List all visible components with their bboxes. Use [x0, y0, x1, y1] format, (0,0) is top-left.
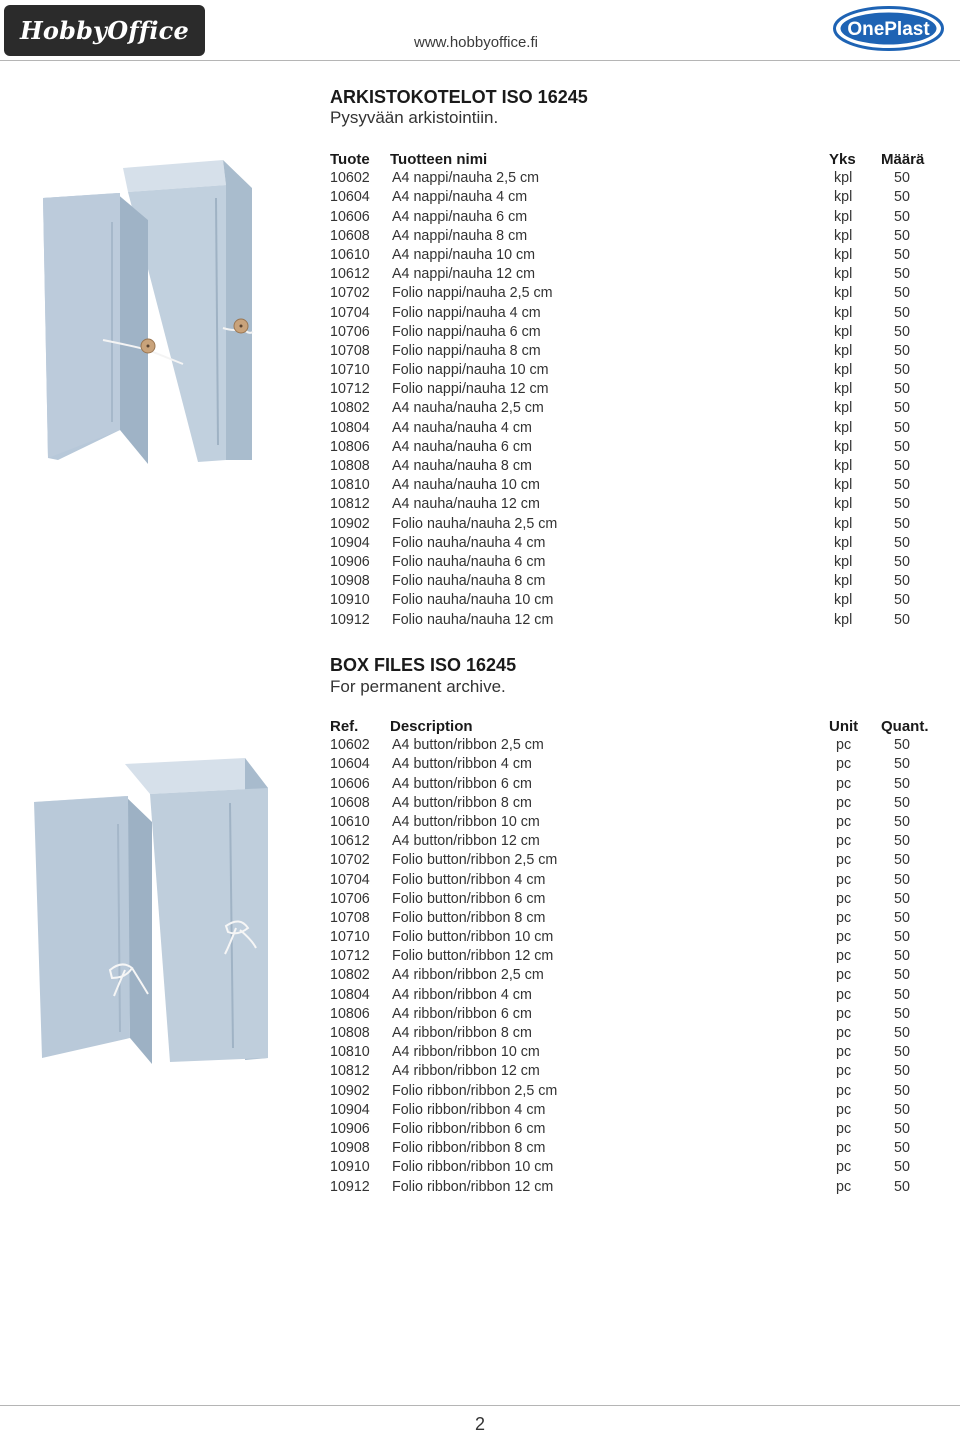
box-files-photo-bottom [30, 758, 276, 1064]
product-quantity: 50 [894, 285, 910, 302]
table-row [330, 476, 930, 495]
table-row [330, 832, 930, 851]
product-unit: pc [836, 1159, 852, 1176]
product-quantity: 50 [894, 794, 910, 811]
product-code: 10908 [330, 573, 370, 590]
product-quantity: 50 [894, 611, 910, 628]
product-name: A4 ribbon/ribbon 8 cm [392, 1025, 532, 1041]
product-unit: kpl [834, 573, 853, 590]
table-row [330, 966, 930, 985]
product-unit: kpl [834, 534, 853, 551]
product-name: A4 nauha/nauha 4 cm [392, 419, 532, 436]
product-quantity: 50 [894, 756, 910, 773]
product-name: A4 nappi/nauha 8 cm [392, 227, 528, 244]
product-code: 10702 [330, 852, 370, 869]
product-quantity: 50 [894, 986, 910, 1003]
section-subtitle-en: For permanent archive. [330, 677, 506, 696]
column-header-quantity: Quant. [881, 718, 929, 735]
product-quantity: 50 [894, 929, 910, 946]
product-code: 10904 [330, 534, 370, 551]
product-quantity: 50 [894, 362, 910, 379]
table-row [330, 265, 930, 284]
product-name: A4 ribbon/ribbon 6 cm [392, 1005, 532, 1022]
product-name: Folio ribbon/ribbon 2,5 cm [392, 1082, 558, 1099]
table-row [330, 227, 930, 246]
product-code: 10602 [330, 170, 370, 187]
table-row [330, 1005, 930, 1024]
table-row [330, 534, 930, 553]
section-title-en: BOX FILES ISO 16245 [330, 655, 517, 675]
header-divider [0, 60, 960, 61]
product-quantity: 50 [894, 477, 910, 494]
table-row [330, 323, 930, 342]
product-name: A4 nappi/nauha 6 cm [392, 208, 528, 225]
column-header-code: Tuote [330, 151, 370, 168]
product-name: Folio nappi/nauha 4 cm [392, 304, 541, 321]
product-code: 10602 [330, 737, 370, 754]
section-subtitle-fi: Pysyvään arkistointiin. [330, 108, 499, 127]
product-quantity: 50 [894, 553, 910, 570]
product-name: A4 nauha/nauha 10 cm [392, 477, 540, 494]
product-quantity: 50 [894, 323, 910, 340]
product-code: 10806 [330, 438, 370, 455]
product-quantity: 50 [894, 496, 910, 513]
product-code: 10808 [330, 1025, 370, 1041]
product-name: Folio nappi/nauha 8 cm [392, 342, 541, 359]
product-name: A4 ribbon/ribbon 2,5 cm [392, 967, 544, 984]
product-name: A4 nauha/nauha 2,5 cm [392, 400, 544, 417]
product-quantity: 50 [894, 948, 910, 965]
product-code: 10902 [330, 1082, 370, 1099]
product-quantity: 50 [894, 833, 910, 850]
table-row [330, 794, 930, 813]
product-quantity: 50 [894, 775, 910, 792]
product-name: A4 nappi/nauha 4 cm [392, 189, 528, 206]
product-unit: kpl [834, 266, 853, 283]
product-quantity: 50 [894, 909, 910, 926]
table-row [330, 304, 930, 323]
product-unit: pc [836, 852, 852, 869]
product-code: 10908 [330, 1140, 370, 1157]
product-quantity: 50 [894, 852, 910, 869]
table-row [330, 188, 930, 207]
product-unit: kpl [834, 515, 853, 532]
table-row [330, 495, 930, 514]
product-unit: pc [836, 1025, 852, 1041]
table-row [330, 457, 930, 476]
product-quantity: 50 [894, 438, 910, 455]
table-row [330, 1024, 930, 1043]
product-name: A4 nappi/nauha 12 cm [392, 266, 536, 283]
product-unit: pc [836, 813, 852, 830]
product-unit: kpl [834, 438, 853, 455]
product-quantity: 50 [894, 573, 910, 590]
product-name: Folio ribbon/ribbon 12 cm [392, 1178, 554, 1195]
product-quantity: 50 [894, 246, 910, 263]
product-unit: kpl [834, 189, 853, 206]
product-quantity: 50 [894, 1025, 910, 1041]
product-quantity: 50 [894, 1005, 910, 1022]
product-quantity: 50 [894, 342, 910, 359]
product-unit: pc [836, 833, 852, 850]
product-name: A4 button/ribbon 6 cm [392, 775, 532, 792]
product-code: 10904 [330, 1101, 370, 1118]
product-unit: pc [836, 929, 852, 946]
product-code: 10910 [330, 592, 370, 609]
section-title-fi: ARKISTOKOTELOT ISO 16245 [330, 87, 588, 107]
product-name: Folio nappi/nauha 6 cm [392, 323, 541, 340]
product-name: Folio nauha/nauha 10 cm [392, 592, 554, 609]
table-row [330, 438, 930, 457]
column-header-unit: Yks [829, 151, 856, 168]
product-unit: pc [836, 909, 852, 926]
product-name: A4 button/ribbon 4 cm [392, 756, 532, 773]
product-unit: kpl [834, 285, 853, 302]
product-code: 10812 [330, 1063, 370, 1080]
table-row [330, 890, 930, 909]
product-name: Folio nauha/nauha 4 cm [392, 534, 546, 551]
product-unit: kpl [834, 323, 853, 340]
product-unit: kpl [834, 342, 853, 359]
product-code: 10710 [330, 362, 370, 379]
product-name: Folio ribbon/ribbon 8 cm [392, 1140, 546, 1157]
table-row [330, 928, 930, 947]
product-unit: kpl [834, 553, 853, 570]
product-code: 10802 [330, 967, 370, 984]
product-unit: pc [836, 756, 852, 773]
product-quantity: 50 [894, 304, 910, 321]
product-unit: kpl [834, 611, 853, 628]
product-code: 10906 [330, 553, 370, 570]
product-name: A4 nauha/nauha 8 cm [392, 458, 532, 474]
product-unit: kpl [834, 592, 853, 609]
site-url[interactable]: www.hobbyoffice.fi [414, 34, 538, 51]
product-name: A4 button/ribbon 2,5 cm [392, 737, 544, 754]
product-code: 10910 [330, 1159, 370, 1176]
product-unit: pc [836, 1063, 852, 1080]
product-name: A4 ribbon/ribbon 4 cm [392, 986, 532, 1003]
column-header-description: Description [390, 718, 473, 735]
product-name: Folio button/ribbon 12 cm [392, 948, 554, 965]
product-code: 10608 [330, 794, 370, 811]
product-name: A4 button/ribbon 10 cm [392, 813, 540, 830]
table-row [330, 775, 930, 794]
product-quantity: 50 [894, 515, 910, 532]
product-unit: pc [836, 1082, 852, 1099]
product-code: 10612 [330, 266, 370, 283]
product-code: 10706 [330, 323, 370, 340]
table-row [330, 169, 930, 188]
product-code: 10906 [330, 1120, 370, 1137]
product-unit: pc [836, 1101, 852, 1118]
product-name: A4 nauha/nauha 12 cm [392, 496, 540, 513]
table-row [330, 871, 930, 890]
product-name: Folio nauha/nauha 12 cm [392, 611, 554, 628]
table-row [330, 1062, 930, 1081]
table-row [330, 909, 930, 928]
table-row [330, 947, 930, 966]
product-unit: kpl [834, 227, 853, 244]
product-unit: pc [836, 1044, 852, 1061]
table-row [330, 1178, 930, 1197]
product-unit: pc [836, 1005, 852, 1022]
table-row [330, 611, 930, 630]
product-unit: kpl [834, 458, 853, 474]
column-header-name: Tuotteen nimi [390, 151, 488, 168]
product-unit: pc [836, 1178, 852, 1195]
product-name: Folio button/ribbon 4 cm [392, 871, 546, 888]
product-name: A4 nauha/nauha 6 cm [392, 438, 532, 455]
table-row [330, 208, 930, 227]
footer-divider [0, 1405, 960, 1406]
product-code: 10704 [330, 871, 370, 888]
column-header-ref: Ref. [330, 718, 359, 735]
product-code: 10606 [330, 775, 370, 792]
product-unit: kpl [834, 208, 853, 225]
product-code: 10608 [330, 227, 370, 244]
table-row [330, 380, 930, 399]
table-row [330, 361, 930, 380]
product-quantity: 50 [894, 170, 910, 187]
product-unit: kpl [834, 246, 853, 263]
product-name: Folio nappi/nauha 12 cm [392, 381, 549, 398]
hobbyoffice-logo: HobbyOffice [4, 5, 205, 56]
product-code: 10812 [330, 496, 370, 513]
table-row [330, 246, 930, 265]
product-name: Folio button/ribbon 6 cm [392, 890, 546, 907]
table-row [330, 755, 930, 774]
table-row [330, 986, 930, 1005]
product-quantity: 50 [894, 1101, 910, 1118]
product-unit: pc [836, 737, 852, 754]
product-name: Folio ribbon/ribbon 4 cm [392, 1101, 546, 1118]
product-quantity: 50 [894, 189, 910, 206]
product-code: 10810 [330, 477, 370, 494]
product-name: Folio ribbon/ribbon 6 cm [392, 1120, 546, 1137]
product-code: 10606 [330, 208, 370, 225]
product-quantity: 50 [894, 1178, 910, 1195]
product-code: 10810 [330, 1044, 370, 1061]
product-name: Folio button/ribbon 10 cm [392, 929, 554, 946]
product-code: 10708 [330, 342, 370, 359]
product-name: Folio button/ribbon 8 cm [392, 909, 546, 926]
box-files-photo-top [38, 160, 270, 465]
product-quantity: 50 [894, 813, 910, 830]
product-unit: kpl [834, 381, 853, 398]
product-code: 10702 [330, 285, 370, 302]
product-code: 10708 [330, 909, 370, 926]
product-code: 10604 [330, 189, 370, 206]
product-code: 10610 [330, 813, 370, 830]
product-unit: pc [836, 775, 852, 792]
product-unit: kpl [834, 400, 853, 417]
product-table-en [330, 717, 930, 1197]
table-row [330, 1158, 930, 1177]
table-row [330, 572, 930, 591]
product-unit: pc [836, 1120, 852, 1137]
product-code: 10704 [330, 304, 370, 321]
table-header-row [330, 150, 930, 169]
product-name: Folio nauha/nauha 6 cm [392, 553, 546, 570]
product-code: 10612 [330, 833, 370, 850]
product-quantity: 50 [894, 592, 910, 609]
product-name: Folio nappi/nauha 10 cm [392, 362, 549, 379]
table-row [330, 553, 930, 572]
table-row [330, 399, 930, 418]
table-row [330, 515, 930, 534]
column-header-quantity: Määrä [881, 151, 925, 168]
product-quantity: 50 [894, 381, 910, 398]
product-unit: pc [836, 986, 852, 1003]
product-quantity: 50 [894, 1082, 910, 1099]
product-code: 10806 [330, 1005, 370, 1022]
table-row [330, 736, 930, 755]
product-name: A4 button/ribbon 8 cm [392, 794, 532, 811]
product-quantity: 50 [894, 419, 910, 436]
product-quantity: 50 [894, 227, 910, 244]
table-row [330, 1120, 930, 1139]
oneplast-logo [833, 6, 944, 51]
table-row [330, 813, 930, 832]
product-quantity: 50 [894, 1044, 910, 1061]
product-code: 10912 [330, 1178, 370, 1195]
table-row [330, 1101, 930, 1120]
product-code: 10710 [330, 929, 370, 946]
product-code: 10802 [330, 400, 370, 417]
product-code: 10912 [330, 611, 370, 628]
product-unit: kpl [834, 477, 853, 494]
product-unit: kpl [834, 170, 853, 187]
product-quantity: 50 [894, 266, 910, 283]
product-quantity: 50 [894, 871, 910, 888]
product-quantity: 50 [894, 458, 910, 474]
product-table-fi [330, 150, 930, 630]
product-code: 10610 [330, 246, 370, 263]
product-name: Folio nappi/nauha 2,5 cm [392, 285, 553, 302]
product-unit: kpl [834, 419, 853, 436]
product-unit: pc [836, 794, 852, 811]
product-quantity: 50 [894, 208, 910, 225]
product-unit: pc [836, 1140, 852, 1157]
product-name: A4 button/ribbon 12 cm [392, 833, 540, 850]
product-name: Folio nauha/nauha 8 cm [392, 573, 546, 590]
oneplast-logo-text: OnePlast [847, 19, 930, 40]
product-unit: pc [836, 967, 852, 984]
column-header-unit: Unit [829, 718, 859, 735]
product-unit: kpl [834, 304, 853, 321]
product-code: 10804 [330, 986, 370, 1003]
table-row [330, 1043, 930, 1062]
product-quantity: 50 [894, 967, 910, 984]
product-unit: pc [836, 948, 852, 965]
table-row [330, 591, 930, 610]
table-header-row [330, 717, 930, 736]
product-name: A4 nappi/nauha 10 cm [392, 246, 536, 263]
product-code: 10604 [330, 756, 370, 773]
table-row [330, 851, 930, 870]
product-name: Folio ribbon/ribbon 10 cm [392, 1159, 554, 1176]
product-quantity: 50 [894, 534, 910, 551]
table-row [330, 342, 930, 361]
product-code: 10706 [330, 890, 370, 907]
product-quantity: 50 [894, 1120, 910, 1137]
product-unit: pc [836, 890, 852, 907]
product-code: 10804 [330, 419, 370, 436]
product-code: 10712 [330, 948, 370, 965]
product-quantity: 50 [894, 1063, 910, 1080]
product-name: A4 ribbon/ribbon 12 cm [392, 1063, 540, 1080]
product-unit: kpl [834, 362, 853, 379]
product-code: 10712 [330, 381, 370, 398]
product-name: A4 nappi/nauha 2,5 cm [392, 170, 540, 187]
product-code: 10902 [330, 515, 370, 532]
product-quantity: 50 [894, 737, 910, 754]
product-quantity: 50 [894, 1159, 910, 1176]
product-quantity: 50 [894, 400, 910, 417]
product-quantity: 50 [894, 890, 910, 907]
table-row [330, 284, 930, 303]
product-unit: kpl [834, 496, 853, 513]
page-number: 2 [474, 1414, 485, 1434]
product-code: 10808 [330, 458, 370, 474]
table-row [330, 419, 930, 438]
product-quantity: 50 [894, 1140, 910, 1157]
product-name: Folio button/ribbon 2,5 cm [392, 852, 558, 869]
product-name: A4 ribbon/ribbon 10 cm [392, 1044, 540, 1061]
product-name: Folio nauha/nauha 2,5 cm [392, 515, 558, 532]
table-row [330, 1139, 930, 1158]
product-unit: pc [836, 871, 852, 888]
table-row [330, 1082, 930, 1101]
